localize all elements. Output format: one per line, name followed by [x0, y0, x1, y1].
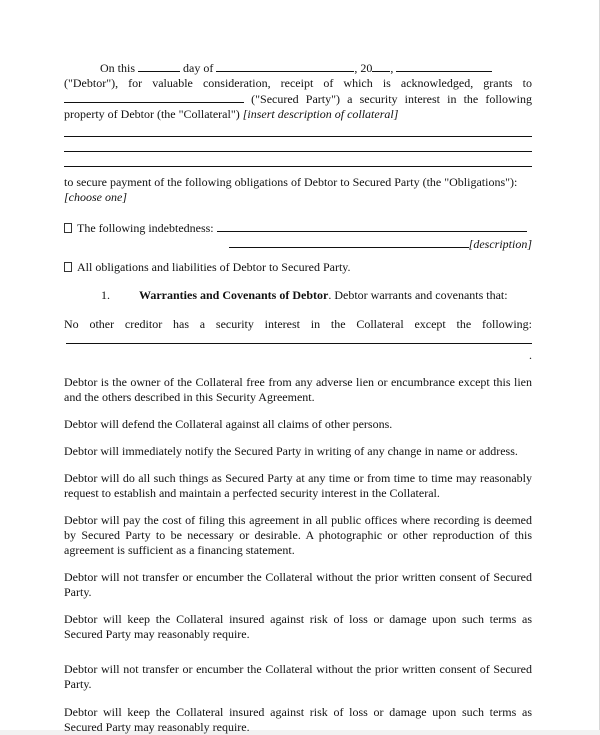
- on-this-text: On this: [100, 61, 136, 75]
- option-indebtedness: [64, 220, 532, 236]
- debtor-name-blank[interactable]: [396, 60, 492, 72]
- checkbox-indebtedness[interactable]: [64, 223, 72, 233]
- property-of-text: property of Debtor (the "Collateral"): [64, 107, 240, 121]
- document-body: [64, 60, 532, 735]
- clause-do-all: Debtor will do all such things as Secured Party at any time or from time to time may reasonably request to establish and maintain a perfected security interest in the Collateral.: [64, 471, 532, 500]
- day-blank[interactable]: [138, 60, 180, 72]
- clause-no-transfer-2: Debtor will not transfer or encumber the Collateral without the prior written consent of Secured Party.: [64, 662, 532, 691]
- clause-no-transfer-1: Debtor will not transfer or encumber the Collateral without the prior written consent of Secured Party.: [64, 570, 532, 599]
- clause-owner: Debtor is the owner of the Collateral free from any adverse lien or encumbrance except this lien and the others described in this Security Agreement.: [64, 375, 532, 404]
- year-blank[interactable]: [372, 60, 390, 72]
- clause-notify: Debtor will immediately notify the Secured Party in writing of any change in name or address.: [64, 444, 518, 458]
- creditor-blank[interactable]: [66, 332, 532, 344]
- collateral-blank-line-2[interactable]: [64, 151, 532, 152]
- secured-party-blank[interactable]: [64, 91, 244, 103]
- clause-insured-2: Debtor will keep the Collateral insured against risk of loss or damage upon such terms as Secured Party may reasonably require.: [64, 705, 532, 734]
- indebtedness-line-2: [64, 236, 532, 252]
- no-other-creditor-blank-line: .: [64, 332, 532, 363]
- option-all-obligations: [64, 260, 532, 275]
- no-other-creditor-line: No other creditor has a security interest in the Collateral except the following:: [64, 317, 532, 331]
- section-title: Warranties and Covenants of Debtor: [139, 288, 329, 302]
- secured-party-text: ("Secured Party") a security interest in the following: [251, 92, 533, 106]
- month-blank[interactable]: [216, 60, 354, 72]
- option-all-obligations-label: All obligations and liabilities of Debtor to Secured Party.: [77, 260, 351, 274]
- preamble-line-1: On this day of , 20 ,: [64, 60, 532, 76]
- clause-pay-cost: Debtor will pay the cost of filing this agreement in all public offices where recording is deemed by Secured Party to be necessary or desirable. A photographic or other reproduction of this agreement is sufficient as a financing statement.: [64, 513, 532, 557]
- property-line: [64, 107, 532, 122]
- collateral-blank-line-3[interactable]: [64, 166, 532, 167]
- day-of-text: day of: [183, 61, 214, 75]
- indebtedness-blank-2[interactable]: [229, 236, 469, 248]
- choose-one-text: [choose one]: [64, 190, 127, 204]
- indebtedness-blank-1[interactable]: [217, 220, 527, 232]
- checkbox-all-obligations[interactable]: [64, 262, 72, 272]
- section-intro: . Debtor warrants and covenants that:: [328, 288, 508, 302]
- clause-insured-1: Debtor will keep the Collateral insured against risk of loss or damage upon such terms as Secured Party may reasonably require.: [64, 612, 532, 641]
- section-1-heading: [64, 288, 532, 303]
- obligations-text: to secure payment of the following obligations of Debtor to Secured Party (the "Obligations"):: [64, 175, 518, 189]
- debtor-grant-line: ("Debtor"), for valuable consideration, receipt of which is acknowledged, grants to: [64, 76, 532, 90]
- section-number: 1.: [101, 288, 110, 302]
- insert-description-text: [insert description of collateral]: [242, 107, 399, 121]
- option-indebtedness-label: The following indebtedness:: [77, 221, 214, 235]
- secured-party-line: [64, 91, 532, 107]
- collateral-blank-line-1[interactable]: [64, 136, 532, 137]
- clause-defend: Debtor will defend the Collateral against all claims of other persons.: [64, 417, 393, 431]
- description-text: [description]: [468, 237, 532, 251]
- year-prefix-text: , 20: [354, 61, 373, 75]
